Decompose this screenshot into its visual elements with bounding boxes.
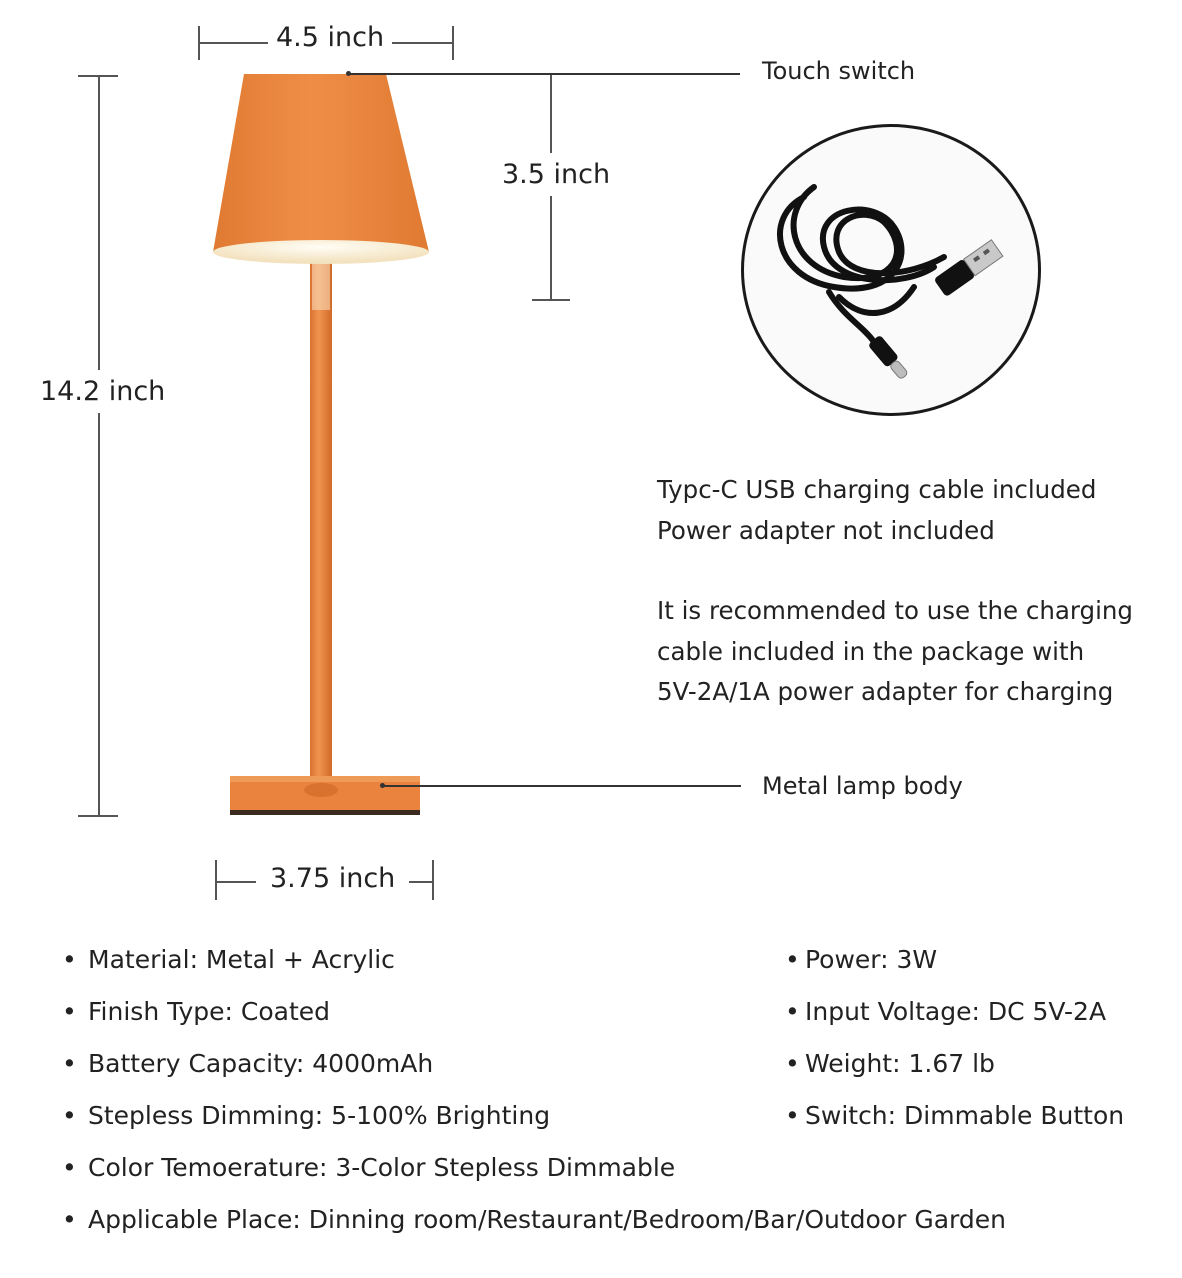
lamp-stem (310, 250, 332, 790)
recommendation-line-1: It is recommended to use the charging (657, 596, 1133, 625)
shade-height-label: 3.5 inch (498, 153, 614, 196)
metal-body-label: Metal lamp body (762, 772, 963, 800)
recommendation-line-3: 5V-2A/1A power adapter for charging (657, 677, 1114, 706)
spec-item: • Applicable Place: Dinning room/Restaurant/Bedroom/Bar/Outdoor Garden (62, 1205, 1006, 1234)
spec-item: • Stepless Dimming: 5-100% Brighting (62, 1101, 551, 1130)
adapter-not-included-text: Power adapter not included (657, 515, 995, 545)
lamp-shade (213, 74, 429, 252)
spec-item: • Battery Capacity: 4000mAh (62, 1049, 434, 1078)
lamp-illustration (200, 60, 440, 830)
light-glow (213, 240, 429, 264)
spec-item: • Power: 3W (785, 945, 938, 974)
total-height-label: 14.2 inch (36, 370, 169, 413)
base-width-label: 3.75 inch (256, 863, 409, 894)
cable-included-text: Typc-C USB charging cable included (657, 475, 1097, 504)
spec-item: • Finish Type: Coated (62, 997, 331, 1026)
charging-info (657, 470, 1096, 551)
usb-cable-icon (744, 127, 1038, 413)
spec-item: • Material: Metal + Acrylic (62, 945, 395, 974)
usb-cable-image (741, 124, 1041, 416)
spec-item: • Switch: Dimmable Button (785, 1101, 1125, 1130)
spec-item: • Color Temoerature: 3-Color Stepless Dimmable (62, 1153, 676, 1182)
shade-width-label: 4.5 inch (268, 22, 392, 53)
charging-recommendation (657, 591, 1133, 713)
spec-item: • Weight: 1.67 lb (785, 1049, 995, 1078)
recommendation-line-2: cable included in the package with (657, 636, 1085, 666)
touch-switch-label: Touch switch (762, 57, 916, 85)
spec-item: • Input Voltage: DC 5V-2A (785, 997, 1107, 1026)
